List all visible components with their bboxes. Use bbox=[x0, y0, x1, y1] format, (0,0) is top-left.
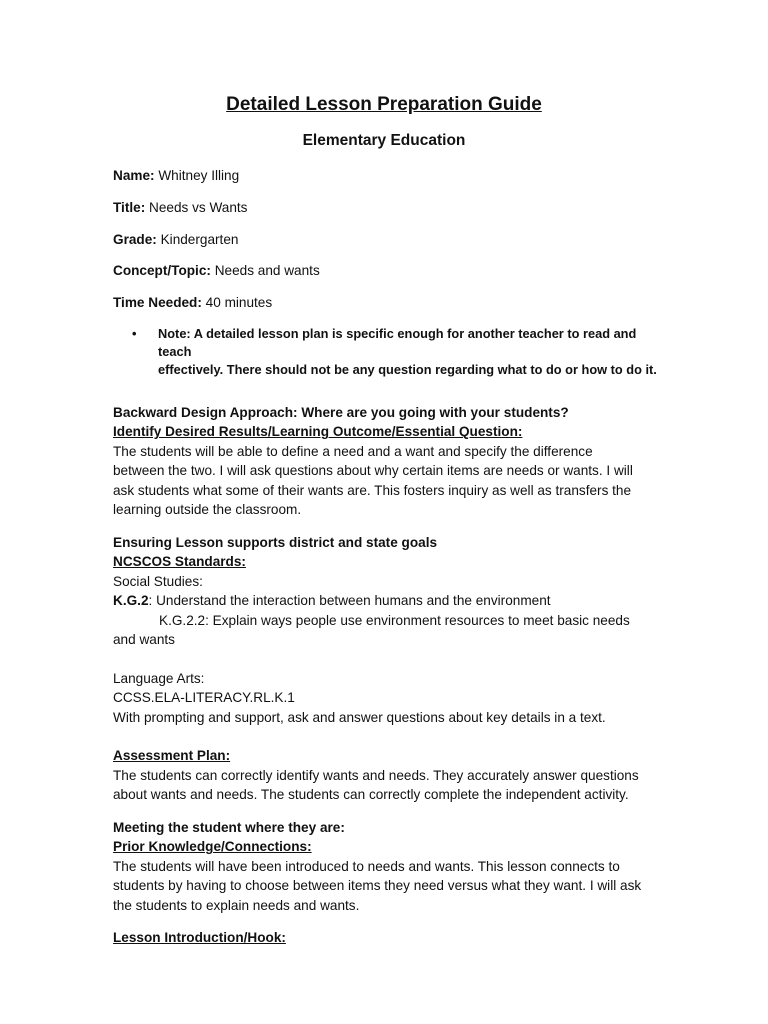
document-subtitle: Elementary Education bbox=[302, 132, 466, 149]
desired-results-line-4: learning outside the classroom. bbox=[113, 502, 302, 518]
concept-topic-value: Needs and wants bbox=[210, 263, 320, 279]
kg22-standard bbox=[113, 611, 673, 631]
standards-section bbox=[113, 533, 673, 728]
kg22-text: : Explain ways people use environment resources to meet basic needs bbox=[205, 612, 630, 628]
intro-section bbox=[113, 928, 673, 948]
kg22-continuation: and wants bbox=[113, 632, 175, 648]
note-item bbox=[113, 325, 673, 379]
backward-design-heading: Backward Design Approach: Where are you going with your students? bbox=[113, 404, 569, 420]
assessment-line-1: The students can correctly identify wants and needs. They accurately answer questions bbox=[113, 767, 639, 783]
language-arts-label: Language Arts: bbox=[113, 670, 205, 686]
kg22-code: K.G.2.2 bbox=[159, 612, 206, 628]
desired-results-line-3: ask students what some of their wants are. This fosters inquiry as well as transfers the bbox=[113, 482, 632, 498]
bullet-icon: • bbox=[132, 325, 137, 341]
title-label: Title: bbox=[113, 199, 146, 215]
time-needed-label: Time Needed: bbox=[113, 295, 202, 311]
grade-value: Kindergarten bbox=[156, 231, 239, 247]
title-field bbox=[113, 198, 673, 218]
assessment-line-2: about wants and needs. The students can correctly complete the independent activity. bbox=[113, 787, 629, 803]
social-studies-label: Social Studies: bbox=[113, 573, 203, 589]
document-title-text: Detailed Lesson Preparation Guide bbox=[226, 94, 542, 115]
document-body bbox=[113, 166, 673, 948]
prior-knowledge-heading: Prior Knowledge/Connections: bbox=[113, 839, 312, 855]
concept-topic-field bbox=[113, 261, 673, 281]
assessment-section bbox=[113, 746, 673, 805]
kg2-text: : Understand the interaction between humans and the environment bbox=[148, 593, 551, 609]
prior-knowledge-line-3: the students to explain needs and wants. bbox=[113, 897, 360, 913]
grade-label: Grade: bbox=[113, 231, 157, 247]
intro-heading: Lesson Introduction/Hook: bbox=[113, 930, 286, 946]
assessment-heading: Assessment Plan: bbox=[113, 748, 231, 764]
name-field bbox=[113, 166, 673, 186]
desired-results-line-1: The students will be able to define a need and a want and specify the difference bbox=[113, 443, 593, 459]
desired-results-heading: Identify Desired Results/Learning Outcome/Essential Question: bbox=[113, 424, 523, 440]
time-needed-value: 40 minutes bbox=[201, 295, 273, 311]
standards-heading: Ensuring Lesson supports district and state goals bbox=[113, 534, 438, 550]
document-title bbox=[0, 94, 768, 116]
time-needed-field bbox=[113, 293, 673, 313]
ccss-text: With prompting and support, ask and answer questions about key details in a text. bbox=[113, 709, 606, 725]
grade-field bbox=[113, 230, 673, 250]
name-value: Whitney Illing bbox=[154, 168, 240, 183]
concept-topic-label: Concept/Topic: bbox=[113, 263, 211, 279]
meeting-heading: Meeting the student where they are: bbox=[113, 819, 345, 835]
kg2-standard bbox=[113, 591, 673, 611]
name-label: Name: bbox=[113, 168, 155, 183]
prior-knowledge-line-2: students by having to choose between items they need versus what they want. I will ask bbox=[113, 878, 642, 894]
prior-knowledge-line-1: The students will have been introduced to needs and wants. This lesson connects to bbox=[113, 858, 620, 874]
kg2-code: K.G.2 bbox=[113, 593, 149, 609]
desired-results-line-2: between the two. I will ask questions about why certain items are needs or wants. I will bbox=[113, 463, 633, 479]
backward-design-section bbox=[113, 403, 673, 520]
meeting-section bbox=[113, 818, 673, 916]
note-line-2: effectively. There should not be any question regarding what to do or how to do it. bbox=[158, 361, 657, 377]
ncscos-heading: NCSCOS Standards: bbox=[113, 554, 246, 570]
note-line-1: Note: A detailed lesson plan is specific enough for another teacher to read and teach bbox=[158, 325, 637, 359]
title-value: Needs vs Wants bbox=[145, 199, 248, 215]
note-list bbox=[113, 325, 673, 379]
ccss-code: CCSS.ELA-LITERACY.RL.K.1 bbox=[113, 690, 295, 706]
